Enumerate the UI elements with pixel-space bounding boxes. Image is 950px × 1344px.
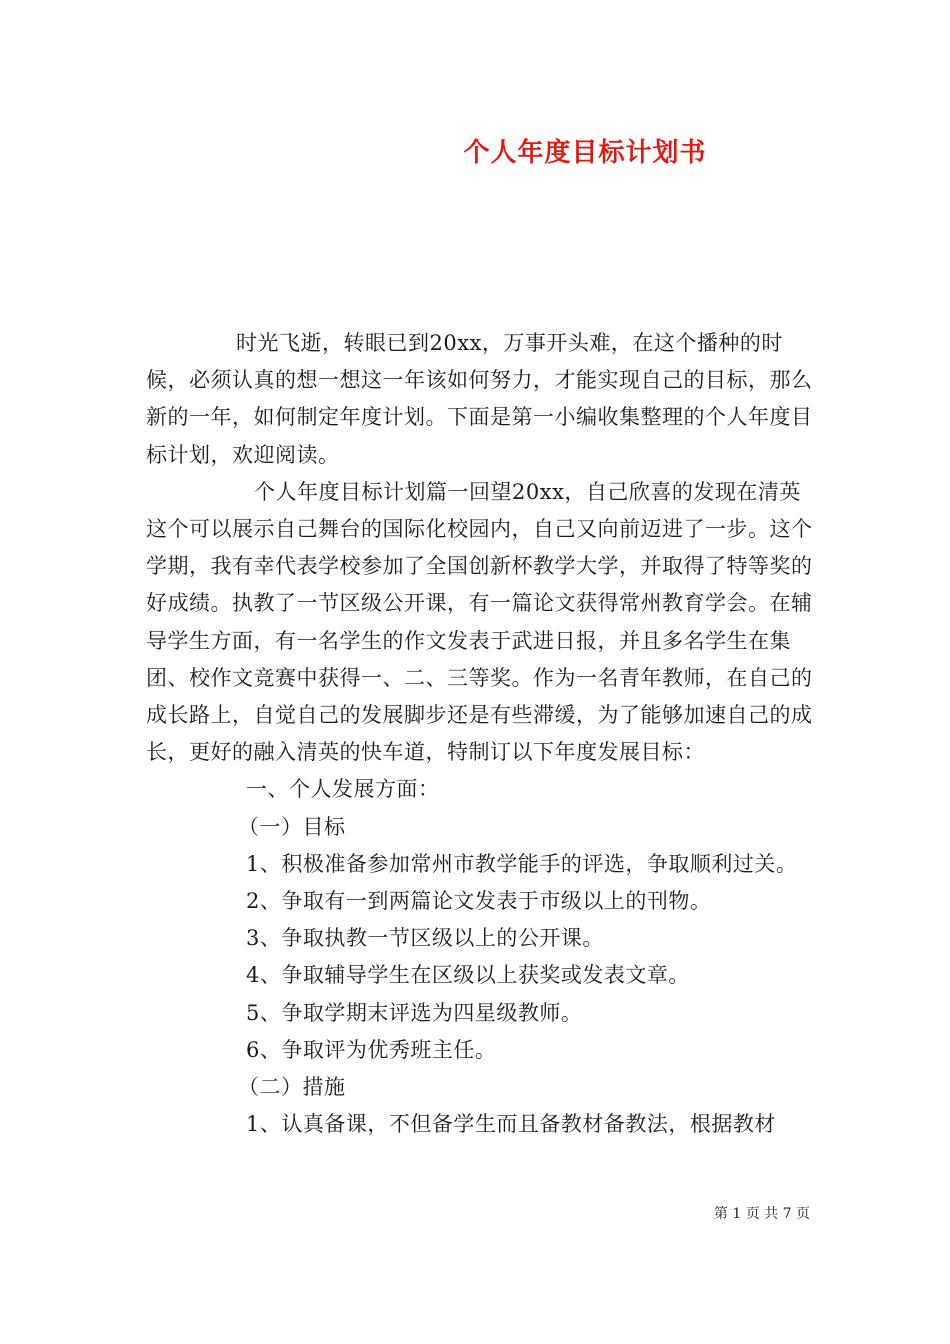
article-paragraph: 个人年度目标计划篇一回望20xx，自己欣喜的发现在清英这个可以展示自己舞台的国际化校园内，自己又向前迈进了一步。这个学期，我有幸代表学校参加了全国创新杯教学大学，并取得了特等奖的好成绩。执教了一节区级公开课，有一篇论文获得常州教育学会。在辅导学生方面，有一名学生的作文发表于武进日报，并且多名学生在集团、校作文竞赛中获得一、二、三等奖。作为一名青年教师，在自己的成长路上，自觉自己的发展脚步还是有些滞缓，为了能够加速自己的成长，更好的融入清英的快车道，特制订以下年度发展目标：: [146, 479, 813, 765]
document-body: [146, 325, 816, 1143]
goal-item: 3、争取执教一节区级以上的公开课。: [246, 926, 604, 951]
goal-item: 1、积极准备参加常州市教学能手的评选，争取顺利过关。: [246, 851, 798, 876]
goal-item: 4、争取辅导学生在区级以上获奖或发表文章。: [246, 963, 690, 988]
goal-item: 2、争取有一到两篇论文发表于市级以上的刊物。: [246, 889, 712, 914]
section-heading-personal-development: 一、个人发展方面：: [246, 777, 440, 802]
document-title: 个人年度目标计划书: [463, 138, 707, 168]
subheading-goals: （一）目标: [238, 814, 346, 839]
intro-paragraph: 时光飞逝，转眼已到20xx，万事开头难，在这个播种的时候，必须认真的想一想这一年该如何努力，才能实现自己的目标，那么新的一年，如何制定年度计划。下面是第一小编收集整理的个人年度目标计划，欢迎阅读。: [146, 331, 813, 467]
goal-item: 5、争取学期末评选为四星级教师。: [246, 1000, 583, 1025]
subheading-measures: （二）措施: [238, 1075, 346, 1100]
goal-item: 6、争取评为优秀班主任。: [246, 1037, 497, 1062]
measure-item: 1、认真备课，不但备学生而且备教材备教法，根据教材: [246, 1112, 776, 1137]
page-number-footer: 第 1 页 共 7 页: [713, 1206, 810, 1222]
